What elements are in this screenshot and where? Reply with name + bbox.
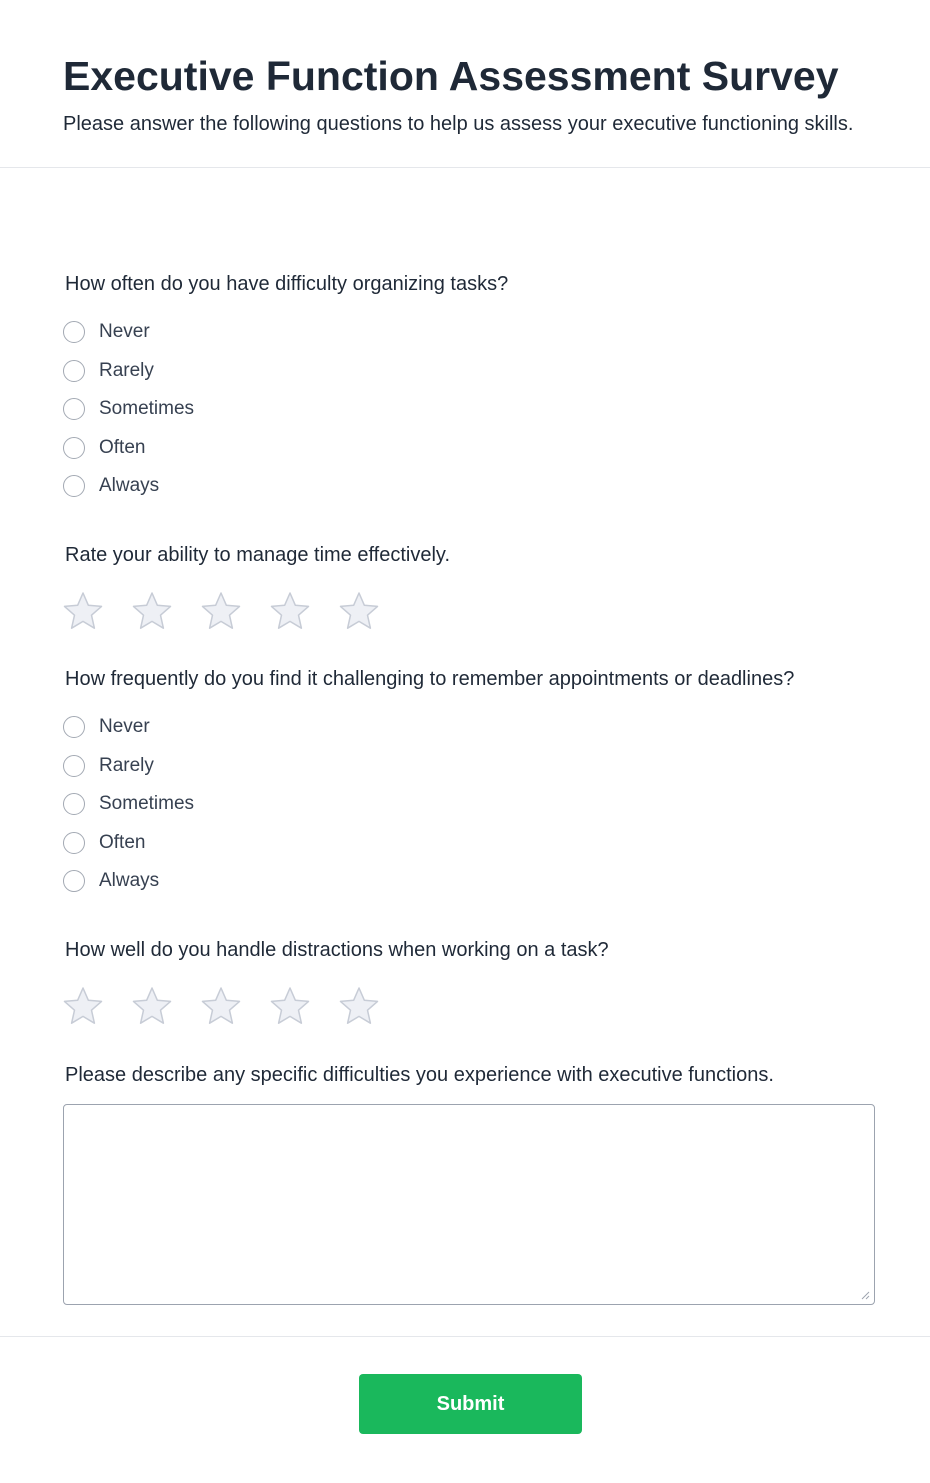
radio-button[interactable] xyxy=(63,716,85,738)
question-label: How well do you handle distractions when working on a task? xyxy=(65,939,609,961)
radio-option-sometimes[interactable] xyxy=(63,785,875,824)
radio-label: Always xyxy=(99,475,160,497)
radio-button[interactable] xyxy=(63,870,85,892)
radio-option-always[interactable] xyxy=(63,467,875,506)
radio-label: Always xyxy=(99,870,160,892)
question-describe-difficulties xyxy=(63,1061,875,1089)
radio-button[interactable] xyxy=(63,475,85,497)
radio-button[interactable] xyxy=(63,793,85,815)
radio-label: Often xyxy=(99,436,146,458)
question-organizing-tasks xyxy=(63,270,875,506)
question-label: Rate your ability to manage time effectively. xyxy=(65,544,450,566)
radio-button[interactable] xyxy=(63,437,85,459)
radio-option-never[interactable] xyxy=(63,313,875,352)
star-icon[interactable] xyxy=(201,986,241,1026)
star-rating-time xyxy=(63,591,875,631)
radio-option-rarely[interactable] xyxy=(63,352,875,391)
radio-option-often[interactable] xyxy=(63,429,875,468)
star-icon[interactable] xyxy=(270,591,310,631)
radio-label: Often xyxy=(99,831,146,853)
radio-label: Sometimes xyxy=(99,398,195,420)
star-icon[interactable] xyxy=(132,591,172,631)
question-distractions xyxy=(63,936,875,1026)
difficulties-textarea[interactable] xyxy=(63,1104,875,1305)
star-icon[interactable] xyxy=(339,986,379,1026)
question-label: Please describe any specific difficulties you experience with executive functions. xyxy=(65,1064,774,1086)
radio-option-sometimes[interactable] xyxy=(63,390,875,429)
radio-option-never[interactable] xyxy=(63,708,875,747)
star-icon[interactable] xyxy=(63,591,103,631)
radio-group-organizing xyxy=(63,313,875,506)
radio-option-always[interactable] xyxy=(63,862,875,901)
radio-button[interactable] xyxy=(63,755,85,777)
radio-button[interactable] xyxy=(63,360,85,382)
radio-button[interactable] xyxy=(63,321,85,343)
radio-label: Sometimes xyxy=(99,793,195,815)
radio-label: Rarely xyxy=(99,359,154,381)
star-icon[interactable] xyxy=(201,591,241,631)
radio-option-rarely[interactable] xyxy=(63,747,875,786)
star-icon[interactable] xyxy=(132,986,172,1026)
question-remember-deadlines xyxy=(63,665,875,901)
radio-label: Rarely xyxy=(99,754,154,776)
radio-label: Never xyxy=(99,716,150,738)
question-label: How often do you have difficulty organizing tasks? xyxy=(65,273,509,295)
page-title: Executive Function Assessment Survey xyxy=(63,53,839,99)
question-time-management xyxy=(63,541,875,631)
star-icon[interactable] xyxy=(339,591,379,631)
page-subtitle: Please answer the following questions to help us assess your executive functioning skills. xyxy=(63,113,854,135)
radio-button[interactable] xyxy=(63,832,85,854)
survey-header xyxy=(0,0,930,168)
footer-divider xyxy=(0,1336,930,1337)
resize-handle-icon[interactable] xyxy=(860,1290,870,1300)
question-label: How frequently do you find it challenging to remember appointments or deadlines? xyxy=(65,668,795,690)
radio-option-often[interactable] xyxy=(63,824,875,863)
star-icon[interactable] xyxy=(63,986,103,1026)
star-rating-distractions xyxy=(63,986,875,1026)
radio-button[interactable] xyxy=(63,398,85,420)
submit-button[interactable]: Submit xyxy=(359,1374,582,1434)
radio-label: Never xyxy=(99,321,150,343)
star-icon[interactable] xyxy=(270,986,310,1026)
radio-group-deadlines xyxy=(63,708,875,901)
